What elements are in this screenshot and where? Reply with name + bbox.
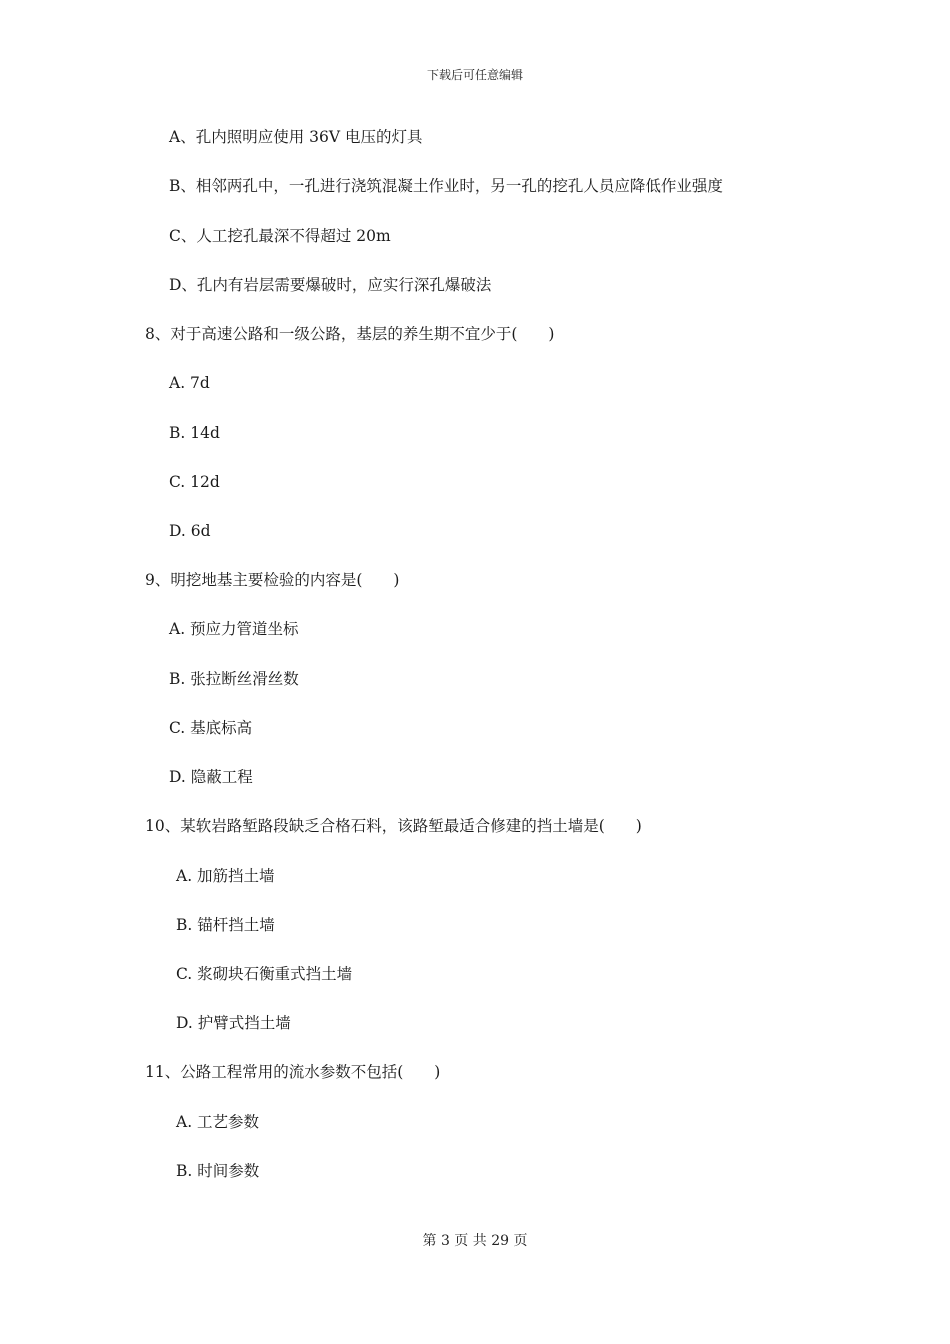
question-stem: 10、某软岩路堑路段缺乏合格石料，该路堑最适合修建的挡土墙是( ): [145, 817, 642, 835]
option-line: C. 基底标高: [169, 719, 253, 737]
option-line: B. 锚杆挡土墙: [176, 916, 275, 934]
option-line: D. 护臂式挡土墙: [176, 1014, 291, 1032]
option-line: A. 工艺参数: [176, 1113, 260, 1131]
option-line: C. 12d: [169, 473, 220, 491]
question-stem: 9、明挖地基主要检验的内容是( ): [145, 571, 400, 589]
option-line: B. 时间参数: [176, 1162, 260, 1180]
option-line: A. 加筋挡土墙: [176, 867, 275, 885]
option-line: D. 隐蔽工程: [169, 768, 253, 786]
option-line: B、相邻两孔中，一孔进行浇筑混凝土作业时，另一孔的挖孔人员应降低作业强度: [169, 177, 723, 195]
option-line: C、人工挖孔最深不得超过 20m: [169, 227, 391, 245]
question-stem: 11、公路工程常用的流水参数不包括( ): [145, 1063, 441, 1081]
question-stem: 8、对于高速公路和一级公路，基层的养生期不宜少于( ): [145, 325, 555, 343]
option-line: A. 7d: [169, 374, 210, 392]
option-line: B. 14d: [169, 424, 220, 442]
page-header: 下载后可任意编辑: [426, 68, 523, 82]
option-line: B. 张拉断丝滑丝数: [169, 670, 299, 688]
option-line: C. 浆砌块石衡重式挡土墙: [176, 965, 353, 983]
option-line: A、孔内照明应使用 36V 电压的灯具: [169, 128, 423, 146]
page-footer: 第 3 页 共 29 页: [422, 1233, 528, 1249]
option-line: D、孔内有岩层需要爆破时，应实行深孔爆破法: [169, 276, 492, 294]
option-line: D. 6d: [169, 522, 211, 540]
option-line: A. 预应力管道坐标: [169, 620, 299, 638]
